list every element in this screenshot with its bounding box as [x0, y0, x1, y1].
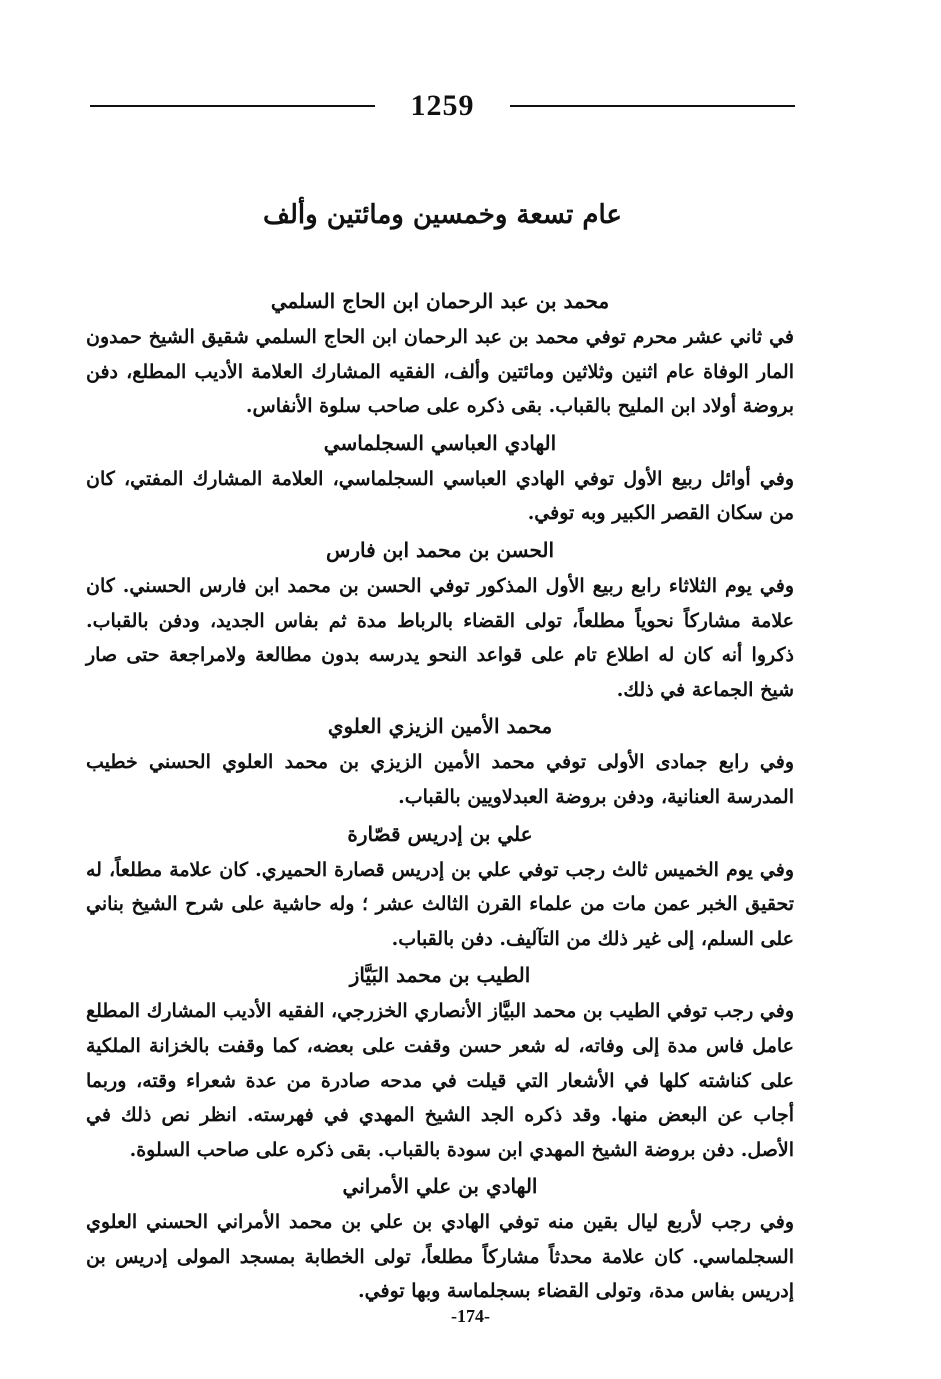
entry: [86, 1167, 794, 1309]
entry-heading: محمد بن عبد الرحمان ابن الحاج السلمي: [270, 289, 610, 313]
page-header: [90, 84, 795, 128]
entry-heading: الطيب بن محمد البَيَّاز: [349, 963, 531, 988]
header-page-number: 1259: [410, 89, 475, 122]
year-title: عام تسعة وخمسين ومائتين وألف: [263, 200, 622, 230]
entry-heading: الحسن بن محمد ابن فارس: [325, 537, 555, 562]
entry: [86, 531, 794, 707]
header-rule-left: [90, 105, 375, 107]
entry-text: وفي رابع جمادى الأولى توفي محمد الأمين الزيزي بن محمد العلوي الحسني خطيب المدرسة العنانية، ودفن بروضة العبدلاويين بالقباب.: [86, 751, 794, 808]
entry-text: وفي أوائل ربيع الأول توفي الهادي العباسي السجلماسي، العلامة المشارك المفتي، كان من سكان القصر الكبير وبه توفي.: [86, 467, 794, 525]
entry-heading: محمد الأمين الزيزي العلوي: [327, 714, 553, 739]
entry-text: وفي يوم الثلاثاء رابع ربيع الأول المذكور توفي الحسن بن محمد ابن فارس الحسني. كان علامة مشاركاً نحوياً مطلعاً، تولى القضاء بالرباط مدة ثم بفاس الجديد، ودفن بالقباب. ذكروا أنه كان له اطلاع تام على قواعد النحو يدرسه بدون مطالعة ولامراجعة حتى صار شيخ الجماعة في ذلك.: [86, 574, 794, 701]
entry: [86, 707, 794, 814]
entries-list: [86, 282, 794, 1309]
entry-heading: الهادي العباسي السجلماسي: [323, 430, 557, 455]
entry: [86, 282, 794, 424]
entry-text: وفي يوم الخميس ثالث رجب توفي علي بن إدريس قصارة الحميري. كان علامة مطلعاً، له تحقيق الخبر عمن مات من علماء القرن الثالث عشر ؛ وله حاشية على شرح الشيخ بناني على السلم، إلى غير ذلك من التآليف. دفن بالقباب.: [86, 858, 794, 950]
entry-text: وفي رجب لأربع ليال بقين منه توفي الهادي بن علي بن محمد الأمراني الحسني العلوي السجلماسي. كان علامة محدثاً مشاركاً مطلعاً، تولى الخطابة بمسجد المولى إدريس بن إدريس بفاس مدة، وتولى القضاء بسجلماسة وبها توفي.: [86, 1211, 794, 1303]
entry-text: في ثاني عشر محرم توفي محمد بن عبد الرحمان ابن الحاج السلمي شقيق الشيخ حمدون المار الوفاة عام اثنين وثلاثين ومائتين وألف، الفقيه المشارك العلامة الأديب المطلع، دفن بروضة أولاد ابن المليح بالقباب. بقى ذكره على صاحب سلوة الأنفاس.: [86, 326, 794, 418]
header-rule-right: [510, 105, 795, 107]
entry-heading: علي بن إدريس قصّارة: [347, 821, 533, 846]
entry-text: وفي رجب توفي الطيب بن محمد البيَّاز الأنصاري الخزرجي، الفقيه الأديب المشارك المطلع عامل فاس مدة إلى وفاته، له شعر حسن وقفت على بعضه، كما وقفت بالخزانة الملكية على كناشته كلها في الأشعار التي قيلت في مدحه صادرة من عدة شعراء وقته، وربما أجاب عن البعض منها. وقد ذكره الجد الشيخ المهدي في فهرسته. انظر نص ذلك في الأصل. دفن بروضة الشيخ المهدي ابن سودة بالقباب. بقى ذكره على صاحب السلوة.: [86, 1000, 794, 1161]
footer-page-number: -174-: [451, 1306, 490, 1326]
entry-heading: الهادي بن علي الأمراني: [342, 1174, 538, 1199]
entry: [86, 956, 794, 1167]
entry: [86, 424, 794, 531]
entry: [86, 815, 794, 957]
